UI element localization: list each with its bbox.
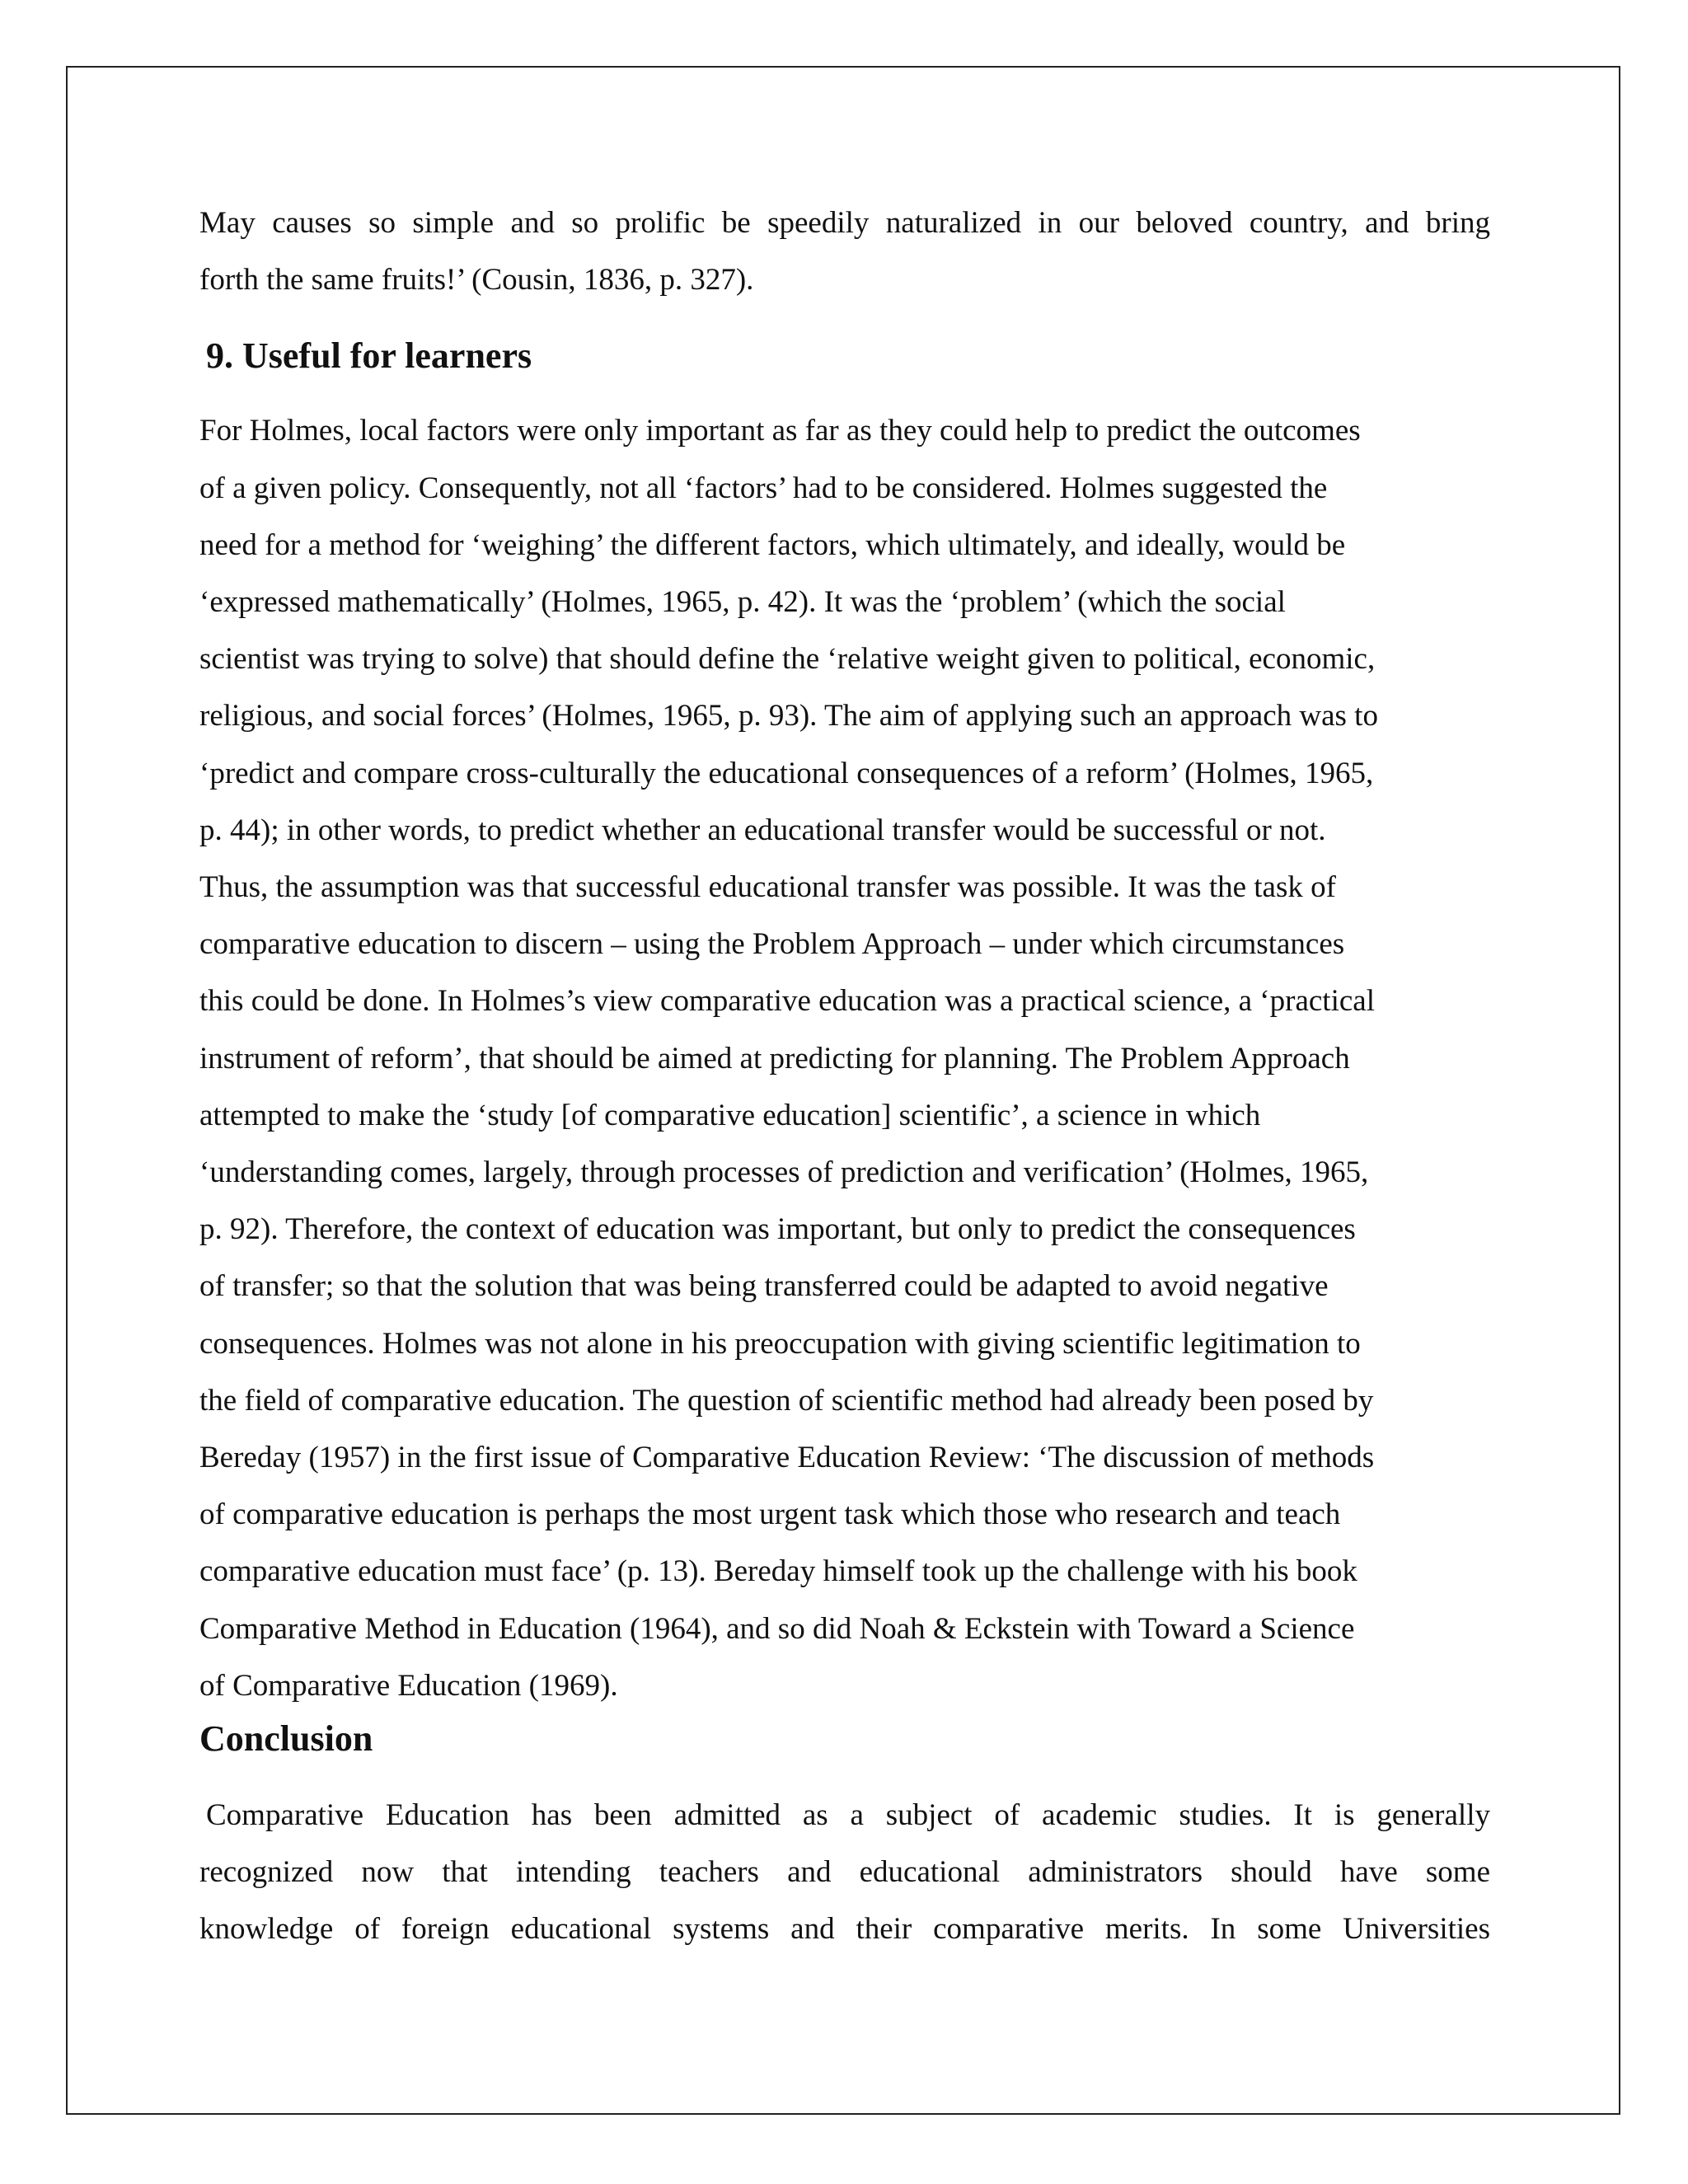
text-line: need for a method for ‘weighing’ the different factors, which ultimately, and ideally, would be xyxy=(199,527,1346,562)
text-line: comparative education to discern – using the Problem Approach – under which circumstances xyxy=(199,927,1345,962)
text-line: Comparative Method in Education (1964), and so did Noah & Eckstein with Toward a Science xyxy=(199,1611,1355,1646)
text-line: consequences. Holmes was not alone in his preoccupation with giving scientific legitimation to xyxy=(199,1326,1361,1361)
text-line: attempted to make the ‘study [of comparative education] scientific’, a science in which xyxy=(199,1098,1261,1132)
text-line: ‘expressed mathematically’ (Holmes, 1965, p. 42). It was the ‘problem’ (which the social xyxy=(199,585,1286,620)
text-line: Comparative Education has been admitted as a subject of academic studies. It is generally xyxy=(206,1798,1490,1833)
text-line: Bereday (1957) in the first issue of Comparative Education Review: ‘The discussion of methods xyxy=(199,1441,1375,1475)
conclusion-heading: Conclusion xyxy=(199,1718,373,1760)
text-line: of transfer; so that the solution that was being transferred could be adapted to avoid negative xyxy=(199,1269,1329,1304)
text-line: p. 44); in other words, to predict whether an educational transfer would be successful or not. xyxy=(199,813,1326,847)
text-line: Thus, the assumption was that successful educational transfer was possible. It was the task of xyxy=(199,870,1336,905)
text-line: comparative education must face’ (p. 13). Bereday himself took up the challenge with his book xyxy=(199,1554,1357,1589)
text-line: the field of comparative education. The question of scientific method had already been posed by xyxy=(199,1383,1374,1418)
text-line: ‘predict and compare cross-culturally the educational consequences of a reform’ (Holmes, 1965, xyxy=(199,756,1374,790)
section-title: Useful for learners xyxy=(242,335,532,377)
section-heading xyxy=(199,333,1490,379)
text-line: of comparative education is perhaps the most urgent task which those who research and teach xyxy=(199,1497,1341,1532)
text-line: of a given policy. Consequently, not all ‘factors’ had to be considered. Holmes suggested the xyxy=(199,471,1328,505)
text-line: recognized now that intending teachers and educational administrators should have some xyxy=(199,1855,1490,1890)
text-line: May causes so simple and so prolific be speedily naturalized in our beloved country, and bring xyxy=(199,206,1490,240)
text-line: this could be done. In Holmes’s view comparative education was a practical science, a ‘practical xyxy=(199,984,1375,1019)
text-line: p. 92). Therefore, the context of education was important, but only to predict the consequences xyxy=(199,1212,1356,1247)
text-line: scientist was trying to solve) that should define the ‘relative weight given to political, economic, xyxy=(199,642,1376,677)
text-line: forth the same fruits!’ (Cousin, 1836, p. 327). xyxy=(199,263,754,298)
intro-paragraph xyxy=(199,194,1490,308)
conclusion-paragraph xyxy=(199,1787,1490,1958)
section-number: 9. xyxy=(206,335,233,377)
text-line: ‘understanding comes, largely, through processes of prediction and verification’ (Holmes, 1965, xyxy=(199,1155,1369,1190)
page-content xyxy=(199,194,1490,1958)
text-line: instrument of reform’, that should be aimed at predicting for planning. The Problem Approach xyxy=(199,1041,1350,1076)
section-paragraph xyxy=(199,402,1490,1714)
text-line: of Comparative Education (1969). xyxy=(199,1668,618,1703)
text-line: For Holmes, local factors were only important as far as they could help to predict the outcomes xyxy=(199,414,1361,448)
text-line: knowledge of foreign educational systems and their comparative merits. In some Universities xyxy=(199,1912,1490,1947)
text-line: religious, and social forces’ (Holmes, 1965, p. 93). The aim of applying such an approach was to xyxy=(199,699,1378,733)
